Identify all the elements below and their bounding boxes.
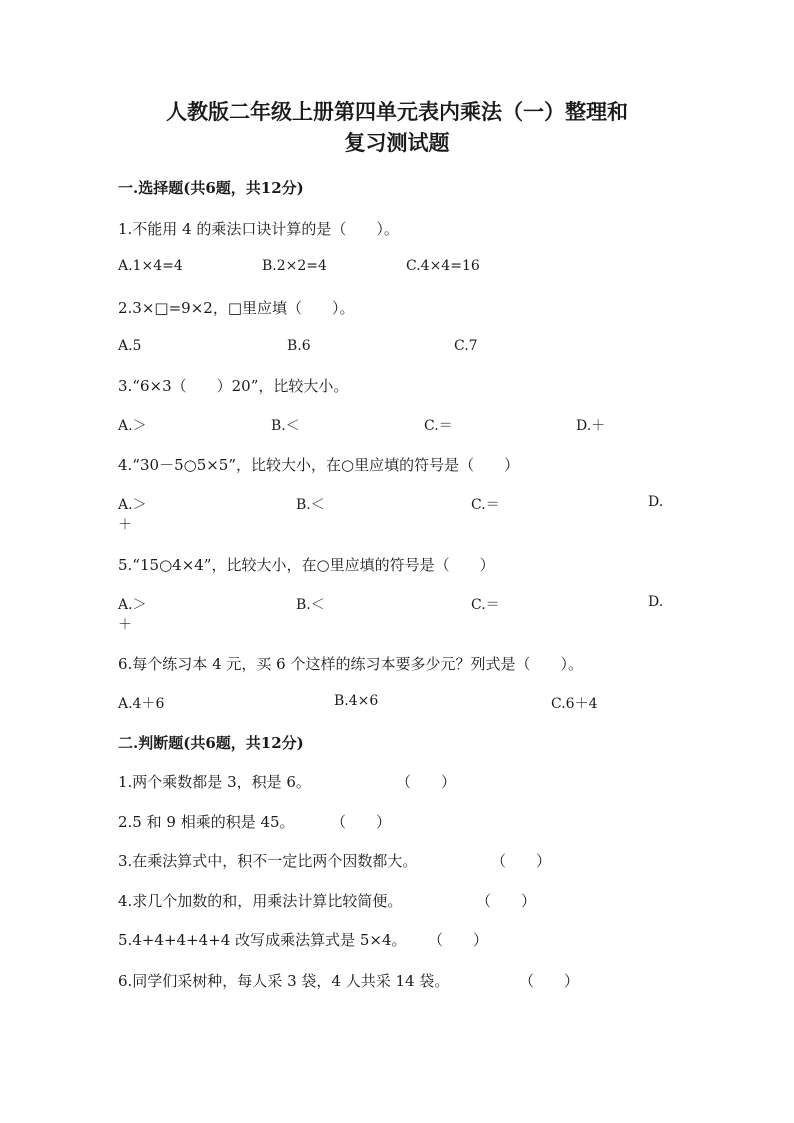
answer-blank[interactable]: （ ） xyxy=(491,852,552,870)
title-line-1: 人教版二年级上册第四单元表内乘法（一）整理和 xyxy=(166,99,628,124)
option-d[interactable]: D. xyxy=(648,494,664,510)
question-text: 4.“30－5○5×5”，比较大小，在○里应填的符号是（ ） xyxy=(118,456,520,474)
option-a[interactable]: A.4＋6 xyxy=(118,696,165,712)
statement-text: 2.5 和 9 相乘的积是 45。 xyxy=(118,813,295,831)
question-text: 5.“15○4×4”，比较大小，在○里应填的符号是（ ） xyxy=(118,556,495,574)
statement-text: 4.求几个加数的和，用乘法计算比较简便。 xyxy=(118,892,403,910)
question-text: 2.3×□=9×2，□里应填（ ）。 xyxy=(118,299,355,317)
option-d[interactable]: D.＋ xyxy=(576,418,606,434)
option-c[interactable]: C.＝ xyxy=(471,597,500,613)
option-b[interactable]: B.＜ xyxy=(296,597,325,613)
option-a[interactable]: A.＞ xyxy=(118,597,147,613)
answer-blank[interactable]: （ ） xyxy=(476,892,537,910)
answer-blank[interactable]: （ ） xyxy=(396,773,457,791)
section-heading-judgement: 二.判断题(共6题，共12分) xyxy=(118,734,304,752)
statement-text: 1.两个乘数都是 3，积是 6。 xyxy=(118,773,311,791)
statement-text: 5.4+4+4+4+4 改写成乘法算式是 5×4。 xyxy=(118,931,407,949)
option-c[interactable]: C.4×4=16 xyxy=(406,258,480,274)
option-a[interactable]: A.5 xyxy=(118,338,142,354)
page-title xyxy=(100,96,694,158)
option-c[interactable]: C.＝ xyxy=(471,497,500,513)
question-text: 3.“6×3（ ）20”，比较大小。 xyxy=(118,377,349,395)
option-d[interactable]: D. xyxy=(648,594,664,610)
option-d-continued: ＋ xyxy=(118,517,132,533)
option-b[interactable]: B.＜ xyxy=(271,418,300,434)
title-line-2: 复习测试题 xyxy=(344,130,450,155)
statement-text: 6.同学们采树种，每人采 3 袋，4 人共采 14 袋。 xyxy=(118,972,450,990)
answer-blank[interactable]: （ ） xyxy=(331,813,392,831)
question-text: 6.每个练习本 4 元，买 6 个这样的练习本要多少元？列式是（ ）。 xyxy=(118,655,583,673)
option-c[interactable]: C.＝ xyxy=(424,418,453,434)
option-b[interactable]: B.＜ xyxy=(296,497,325,513)
question-text: 1.不能用 4 的乘法口诀计算的是（ ）。 xyxy=(118,220,399,238)
option-b[interactable]: B.2×2=4 xyxy=(262,258,327,274)
statement-text: 3.在乘法算式中，积不一定比两个因数都大。 xyxy=(118,852,418,870)
answer-blank[interactable]: （ ） xyxy=(428,931,489,949)
option-a[interactable]: A.＞ xyxy=(118,497,147,513)
option-b[interactable]: B.6 xyxy=(287,338,311,354)
section-heading-choice: 一.选择题(共6题，共12分) xyxy=(118,179,304,197)
option-d-continued: ＋ xyxy=(118,617,132,633)
answer-blank[interactable]: （ ） xyxy=(519,972,580,990)
option-c[interactable]: C.7 xyxy=(454,338,478,354)
option-a[interactable]: A.1×4=4 xyxy=(118,258,183,274)
option-a[interactable]: A.＞ xyxy=(118,418,147,434)
option-b[interactable]: B.4×6 xyxy=(334,693,379,709)
option-c[interactable]: C.6＋4 xyxy=(551,696,598,712)
